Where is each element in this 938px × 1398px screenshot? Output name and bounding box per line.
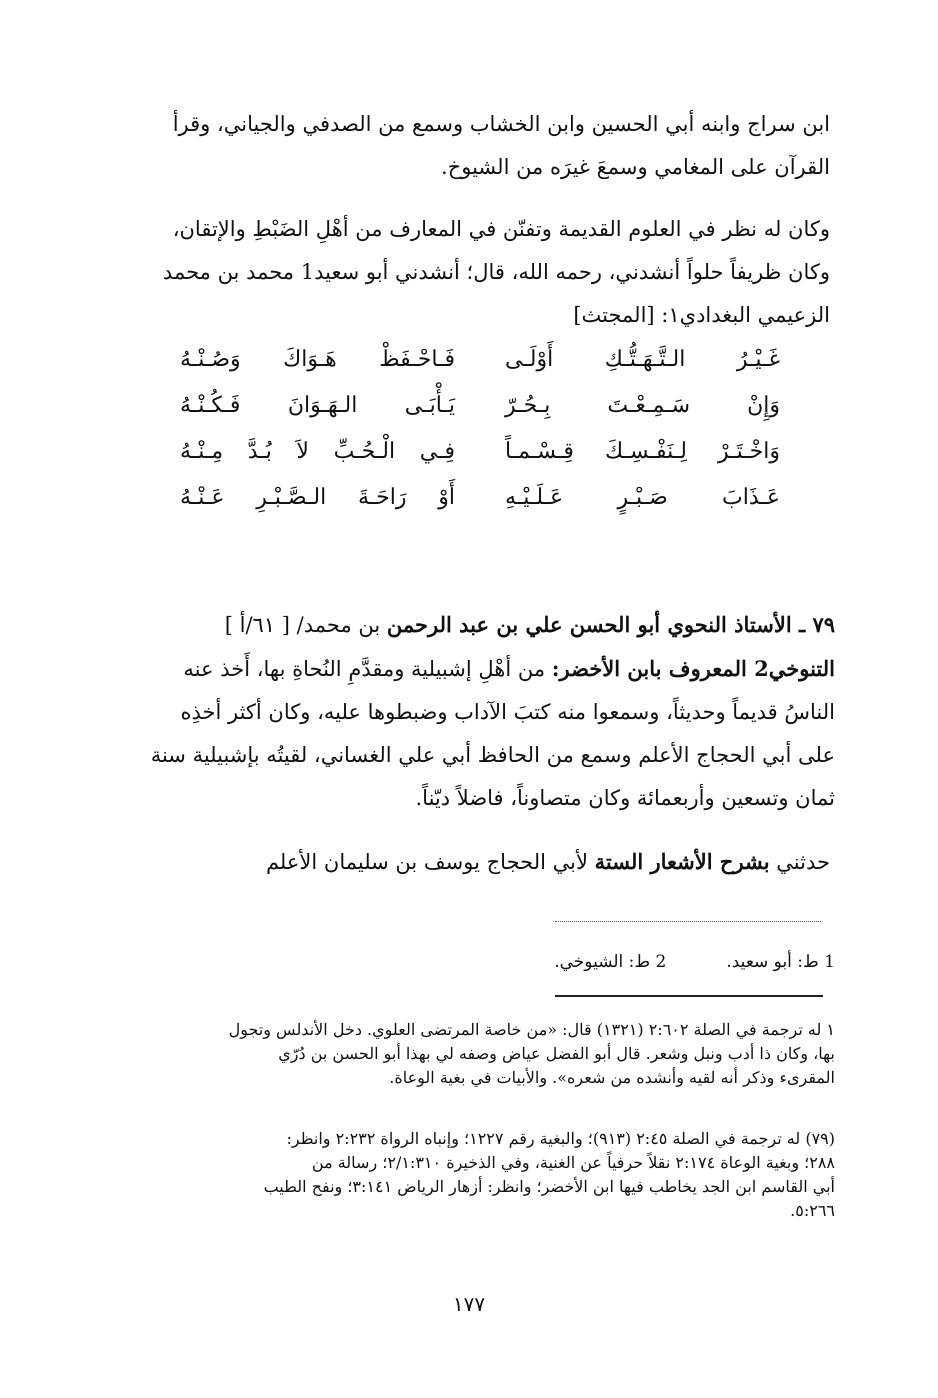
- footnote-line: ١ له ترجمة في الصلة ٢:٦٠٢ (١٣٢١) قال: «من خاصة المرتضى العلوي. دخل الأندلس وتجول: [228, 1020, 835, 1039]
- verse-first-hemistich: وَاخْـتَـرْ لِـنَفْـسِـكَ قِـسْـمـاً: [505, 439, 780, 464]
- entry-title-rest: بن محمد/: [296, 613, 381, 637]
- dotted-divider: [555, 921, 821, 922]
- footnote-line: ٥:٢٦٦.: [790, 1201, 835, 1220]
- folio-marker: [ ٦١/أ ]: [224, 613, 290, 637]
- variant-note: 1 ط: أبو سعيد.: [726, 952, 835, 972]
- text-line: [130, 647, 835, 691]
- verse-line: [180, 347, 780, 393]
- text-line: وكان له نظر في العلوم القديمة وتفنّن في المعارف من أهْلِ الضَبْطِ والإتقان،: [172, 217, 830, 241]
- footnote-line: أبي القاسم ابن الجد يخاطب فيها ابن الأخضر؛ وانظر: أزهار الرياض ٣:١٤١؛ ونفح الطيب: [263, 1177, 835, 1196]
- paragraph-3: [130, 840, 830, 884]
- entry-heading: [130, 603, 835, 647]
- verse-first-hemistich: عَـذَابَ صَـبْـرٍ عَـلَـيْـهِ: [505, 485, 780, 510]
- verse-first-hemistich: وَإِنْ سَـمِـعْـتَ بِـحُـرّ: [505, 393, 780, 418]
- entry-text: من أهْلِ إشبيلية ومقدَّمِ النُحاةِ بها، أَخذ عنه: [183, 657, 546, 681]
- text-line: الناسُ قديماً وحديثاً، وسمعوا منه كتبَ الآداب وضبطوها عليه، وكان أكثر أخذِه: [180, 700, 835, 724]
- verse-second-hemistich: فَـاحْـفَظْ هَـوَاكَ وَصُـنْـهُ: [180, 347, 455, 372]
- book-title: بشرح الأشعار الستة: [594, 849, 770, 874]
- footnote-79: [125, 1127, 835, 1223]
- verse-line: [180, 485, 780, 531]
- footnote-line: المقرىء وذكر أنه لقيه وأنشده من شعره». والأبيات في بغية الوعاة.: [389, 1068, 835, 1087]
- text-end: لأبي الحجاج يوسف بن سليمان الأعلم: [265, 850, 588, 874]
- text-line: وكان ظريفاً حلواً أنشدني، رحمه الله، قال؛ أنشدني أبو سعيد1 محمد بن محمد: [162, 260, 830, 284]
- paragraph-2: [130, 208, 830, 337]
- footnote-divider: [555, 995, 823, 997]
- verse-second-hemistich: يَـأْبَـى الـهَـوَانَ فَـكُـنْـهُ: [180, 393, 455, 418]
- page-number: ١٧٧: [452, 1292, 486, 1316]
- verse-line: [180, 393, 780, 439]
- paragraph-1: [130, 103, 830, 189]
- footnote-1: [125, 1018, 835, 1090]
- entry-nisba: التنوخي2 المعروف بابن الأخضر:: [551, 656, 835, 681]
- text-line: الزعيمي البغدادي١: [المجتث]: [573, 303, 830, 327]
- footnote-line: بها، وكان ذا أدب ونبل وشعر. قال أبو الفضل عياض وصفه لي بهذا أبو الحسن بن دُرّي: [278, 1044, 835, 1063]
- text-line: على أبي الحجاج الأعلم وسمع من الحافظ أبي علي الغساني، لقيتُه بإشبيلية سنة: [150, 743, 835, 767]
- text-line: القرآن على المغامي وسمعَ غيرَه من الشيوخ.: [441, 155, 830, 179]
- text-line: ابن سراج وابنه أبي الحسين وابن الخشاب وسمع من الصدفي والجياني، وقرأ: [172, 112, 830, 136]
- text-line: [130, 840, 830, 884]
- text-line: ثمان وتسعين وأربعمائة وكان متصاوناً، فاضلاً ديّناً.: [415, 786, 835, 810]
- footnote-line: (٧٩) له ترجمة في الصلة ٢:٤٥ (٩١٣)؛ والبغية رقم ١٢٢٧؛ وإنباه الرواة ٢:٢٣٢ وانظر:: [286, 1129, 835, 1148]
- verse-line: [180, 439, 780, 485]
- verse-second-hemistich: أَوْ رَاحَـةَ الـصَّـبْـرِ عَـنْـهُ: [180, 485, 455, 510]
- entry-title: ٧٩ ـ الأستاذ النحوي أبو الحسن علي بن عبد الرحمن: [386, 612, 835, 637]
- verse-first-hemistich: غَـيْـرُ الـتَّـهَـتُّـكِ أَوْلَـى: [505, 347, 780, 372]
- text-start: حدثني: [776, 850, 830, 874]
- footnote-line: ٢٨٨؛ وبغية الوعاة ٢:١٧٤ نقلاً حرفياً عن الغنية، وفي الذخيرة ٢/١:٣١٠؛ رسالة من: [311, 1153, 835, 1172]
- variant-note: 2 ط: الشيوخي.: [554, 952, 667, 972]
- verse-second-hemistich: فِـي الْـحُـبِّ لاَ بُـدَّ مِـنْـهُ: [180, 439, 455, 464]
- poem: [180, 347, 780, 531]
- variant-notes: [330, 952, 835, 972]
- entry-79: [130, 603, 835, 820]
